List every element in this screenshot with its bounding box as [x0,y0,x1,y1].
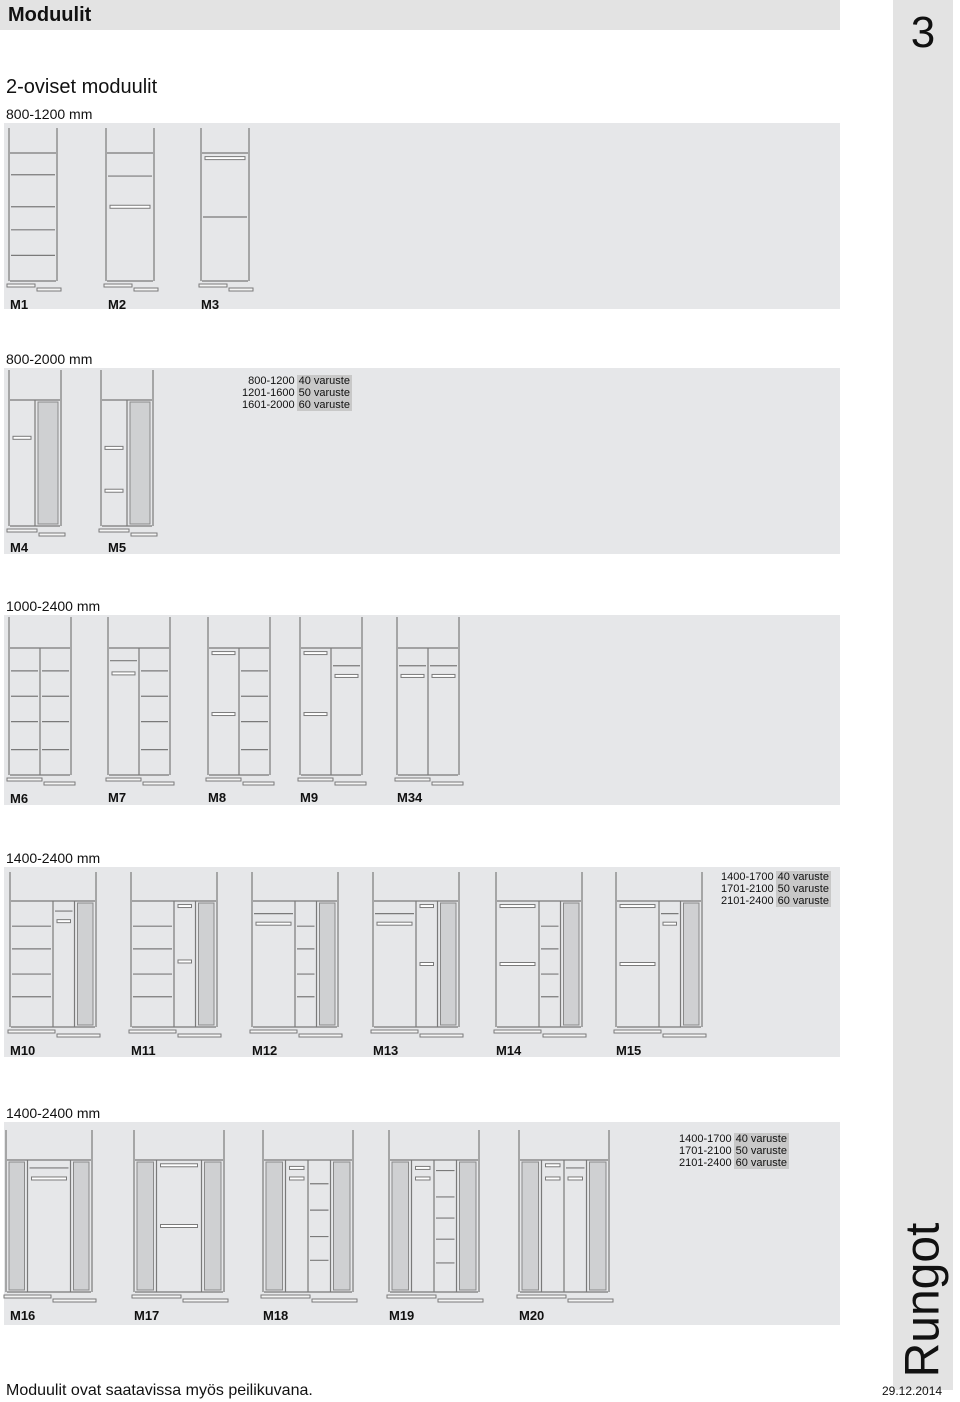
variant-size: 1400-1700 [679,1133,732,1145]
module-drawings-4 [4,867,840,1057]
door-plan [420,1034,463,1037]
variant-text: 40 varuste [735,1133,787,1145]
hanging-rod [178,960,192,963]
door-plan [53,1299,96,1302]
door-plan [371,1030,418,1033]
hanging-rod [377,922,412,925]
hanging-rod [500,963,535,966]
hanging-rod [32,1177,67,1180]
side-label: Rungot [896,1222,950,1378]
door-plan [37,288,61,291]
door-plan [104,284,132,287]
hanging-rod [663,922,677,925]
hanging-rod [546,1164,561,1167]
shelf-fill [78,903,94,1025]
shelf-fill [564,903,580,1025]
module-label: M17 [134,1308,160,1323]
variant-size: 1400-1700 [721,871,774,883]
variant-row [677,1133,789,1145]
module-label: M16 [10,1308,36,1323]
door-plan [387,1295,436,1298]
module-label: M19 [389,1308,415,1323]
door-plan [39,533,65,536]
shelf-fill [590,1162,607,1290]
door-plan [143,782,174,785]
door-plan [663,1034,706,1037]
variant-row [240,399,352,411]
door-plan [57,1034,100,1037]
variant-row [677,1157,789,1169]
module-label: M34 [397,790,423,805]
variant-size: 1201-1600 [242,387,295,399]
shelf-fill [38,402,58,524]
module-drawings-1 [4,123,840,309]
header-bar [0,0,840,30]
door-plan [199,284,227,287]
door-plan [229,288,253,291]
variant-size: 1701-2100 [721,883,774,895]
door-plan [312,1299,357,1302]
section-range-2: 800-2000 mm [6,351,93,367]
module-label: M15 [616,1043,642,1058]
shelf-fill [460,1162,477,1290]
module-label: M1 [10,297,29,312]
door-plan [131,533,157,536]
hanging-rod [420,905,434,908]
hanging-rod [420,963,434,966]
module-label: M2 [108,297,127,312]
hanging-rod [416,1177,431,1180]
door-plan [432,782,463,785]
module-label: M20 [519,1308,545,1323]
door-plan [298,778,333,781]
hanging-rod [178,905,192,908]
module-label: M10 [10,1043,36,1058]
shelf-fill [522,1162,539,1290]
variant-row [719,895,831,907]
variant-table [677,1133,789,1169]
door-plan [129,1030,176,1033]
shelf-fill [392,1162,409,1290]
variant-size: 1601-2000 [242,399,295,411]
shelf-fill [74,1162,90,1290]
hanging-rod [620,963,655,966]
variant-row [719,871,831,883]
hanging-rod [304,713,327,716]
variant-size: 800-1200 [248,375,295,387]
door-plan [178,1034,221,1037]
side-strip [893,0,953,1390]
module-label: M13 [373,1043,399,1058]
hanging-rod [290,1166,305,1169]
shelf-fill [205,1162,222,1290]
hanging-rod [568,1177,583,1180]
shelf-fill [199,903,215,1025]
shelf-fill [130,402,150,524]
hanging-rod [432,674,455,677]
module-label: M18 [263,1308,289,1323]
door-plan [132,1295,181,1298]
variant-table [719,871,831,907]
hanging-rod [161,1164,198,1167]
footer-note: Moduulit ovat saatavissa myös peilikuvana. [6,1382,313,1399]
section-range-5: 1400-2400 mm [6,1105,101,1121]
hanging-rod [105,489,123,492]
footer-date: 29.12.2014 [882,1384,943,1398]
door-plan [543,1034,586,1037]
variant-size: 1701-2100 [679,1145,732,1157]
module-label: M11 [131,1043,156,1058]
shelf-fill [9,1162,25,1290]
door-plan [4,1295,51,1298]
shelf-fill [266,1162,283,1290]
variant-text: 60 varuste [735,1157,787,1169]
module-label: M7 [108,790,127,805]
shelf-fill [684,903,700,1025]
variant-text: 50 varuste [735,1145,787,1157]
section-range-1: 800-1200 mm [6,106,93,122]
module-label: M9 [300,790,319,805]
door-plan [568,1299,613,1302]
hanging-rod [105,446,123,449]
door-plan [183,1299,228,1302]
shelf-fill [441,903,457,1025]
variant-table [240,375,352,411]
hanging-rod [112,672,135,675]
variant-size: 2101-2400 [679,1157,732,1169]
shelf-fill [320,903,336,1025]
module-label: M8 [208,790,227,805]
door-plan [335,782,366,785]
door-plan [206,778,241,781]
variant-row [240,387,352,399]
door-plan [8,1030,55,1033]
hanging-rod [256,922,291,925]
door-plan [250,1030,297,1033]
variant-row [719,883,831,895]
module-label: M14 [496,1043,522,1058]
door-plan [134,288,158,291]
page-heading: 2-oviset moduulit [6,76,158,98]
hanging-rod [57,920,71,923]
shelf-fill [334,1162,351,1290]
module-panel-5 [4,1122,840,1325]
variant-row [677,1145,789,1157]
module-label: M5 [108,540,127,555]
hanging-rod [110,205,150,208]
door-plan [614,1030,661,1033]
module-drawings-3 [4,615,840,805]
hanging-rod [416,1166,431,1169]
door-plan [106,778,141,781]
hanging-rod [290,1177,305,1180]
hanging-rod [401,674,424,677]
variant-text: 60 varuste [298,399,350,411]
module-panel-1 [4,123,840,312]
module-panel-3 [4,615,840,805]
variant-text: 40 varuste [777,871,829,883]
door-plan [438,1299,483,1302]
hanging-rod [13,436,31,439]
module-label: M12 [252,1043,278,1058]
module-panel-4 [4,867,840,1057]
hanging-rod [620,905,655,908]
door-plan [7,529,37,532]
door-plan [243,782,274,785]
module-panel-2 [4,368,840,554]
module-drawings-2 [4,368,840,554]
section-range-3: 1000-2400 mm [6,598,101,614]
variant-text: 50 varuste [298,387,350,399]
door-plan [517,1295,566,1298]
page-number: 3 [910,8,936,57]
door-plan [7,284,35,287]
hanging-rod [500,905,535,908]
door-plan [44,782,75,785]
variant-row [240,375,352,387]
door-plan [299,1034,342,1037]
hanging-rod [304,652,327,655]
door-plan [99,529,129,532]
module-label: M3 [201,297,220,312]
hanging-rod [161,1225,198,1228]
shelf-fill [137,1162,154,1290]
door-plan [395,778,430,781]
variant-size: 2101-2400 [721,895,774,907]
hanging-rod [212,652,235,655]
hanging-rod [335,674,358,677]
variant-text: 50 varuste [777,883,829,895]
hanging-rod [205,157,245,160]
door-plan [7,778,42,781]
variant-text: 60 varuste [777,895,829,907]
door-plan [261,1295,310,1298]
header-title: Moduulit [8,4,92,26]
hanging-rod [212,713,235,716]
module-label: M6 [10,791,29,806]
section-range-4: 1400-2400 mm [6,850,101,866]
hanging-rod [546,1177,561,1180]
door-plan [494,1030,541,1033]
module-label: M4 [10,540,29,555]
variant-text: 40 varuste [298,375,350,387]
